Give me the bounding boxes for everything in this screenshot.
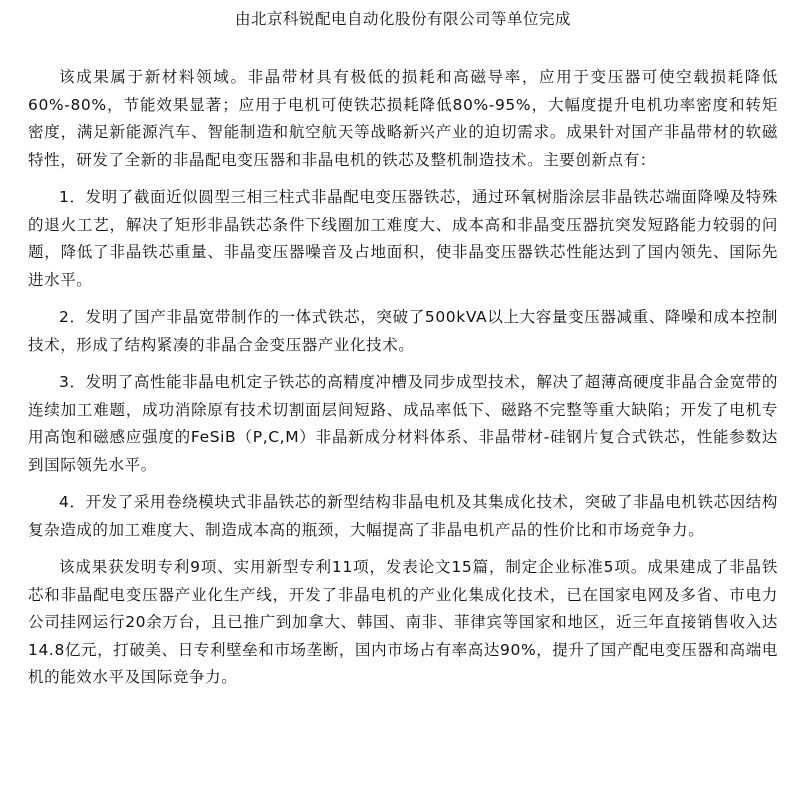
paragraph-innovation-4: 4．开发了采用卷绕模块式非晶铁芯的新型结构非晶电机及其集成化技术，突破了非晶电机铁芯因结构复杂造成的加工难度大、制造成本高的瓶颈，大幅提高了非晶电机产品的性价比和市场竞争力。: [28, 493, 778, 539]
paragraph-overview: 该成果属于新材料领域。非晶带材具有极低的损耗和高磁导率，应用于变压器可使空载损耗降低60%-80%，节能效果显著；应用于电机可使铁芯损耗降低80%-95%，大幅度提升电机功率密度和转矩密度，满足新能源汽车、智能制造和航空航天等战略新兴产业的迫切需求。成果针对国产非晶带材的软磁特性，研发了全新的非晶配电变压器和非晶电机的铁芯及整机制造技术。主要创新点有：: [28, 68, 778, 169]
paragraph-results: 该成果获发明专利9项、实用新型专利11项，发表论文15篇，制定企业标准5项。成果建成了非晶铁芯和非晶配电变压器产业化生产线，开发了非晶电机的产业化集成化技术，已在国家电网及多省、市电力公司挂网运行20余万台，且已推广到加拿大、韩国、南非、菲律宾等国家和地区，近三年直接销售收入达14.8亿元，打破美、日专利壁垒和市场垄断，国内市场占有率高达90%，提升了国产配电变压器和高端电机的能效水平及国际竞争力。: [28, 558, 778, 686]
document-title: 由北京科锐配电自动化股份有限公司等单位完成: [234, 10, 571, 28]
paragraph-innovation-3: 3．发明了高性能非晶电机定子铁芯的高精度冲槽及同步成型技术，解决了超薄高硬度非晶合金宽带的连续加工难题，成功消除原有技术切割面层间短路、成品率低下、磁路不完整等重大缺陷；开发了电机专用高饱和磁感应强度的FeSiB（P,C,M）非晶新成分材料体系、非晶带材-硅钢片复合式铁芯，性能参数达到国际领先水平。: [28, 373, 778, 474]
paragraph-innovation-1: 1．发明了截面近似圆型三相三柱式非晶配电变压器铁芯，通过环氧树脂涂层非晶铁芯端面降噪及特殊的退火工艺，解决了矩形非晶铁芯条件下线圈加工难度大、成本高和非晶变压器抗突发短路能力较弱的问题，降低了非晶铁芯重量、非晶变压器噪音及占地面积，使非晶变压器铁芯性能达到了国内领先、国际先进水平。: [28, 188, 778, 289]
paragraph-innovation-2: 2．发明了国产非晶宽带制作的一体式铁芯，突破了500kVA以上大容量变压器减重、降噪和成本控制技术，形成了结构紧凑的非晶合金变压器产业化技术。: [28, 308, 778, 354]
